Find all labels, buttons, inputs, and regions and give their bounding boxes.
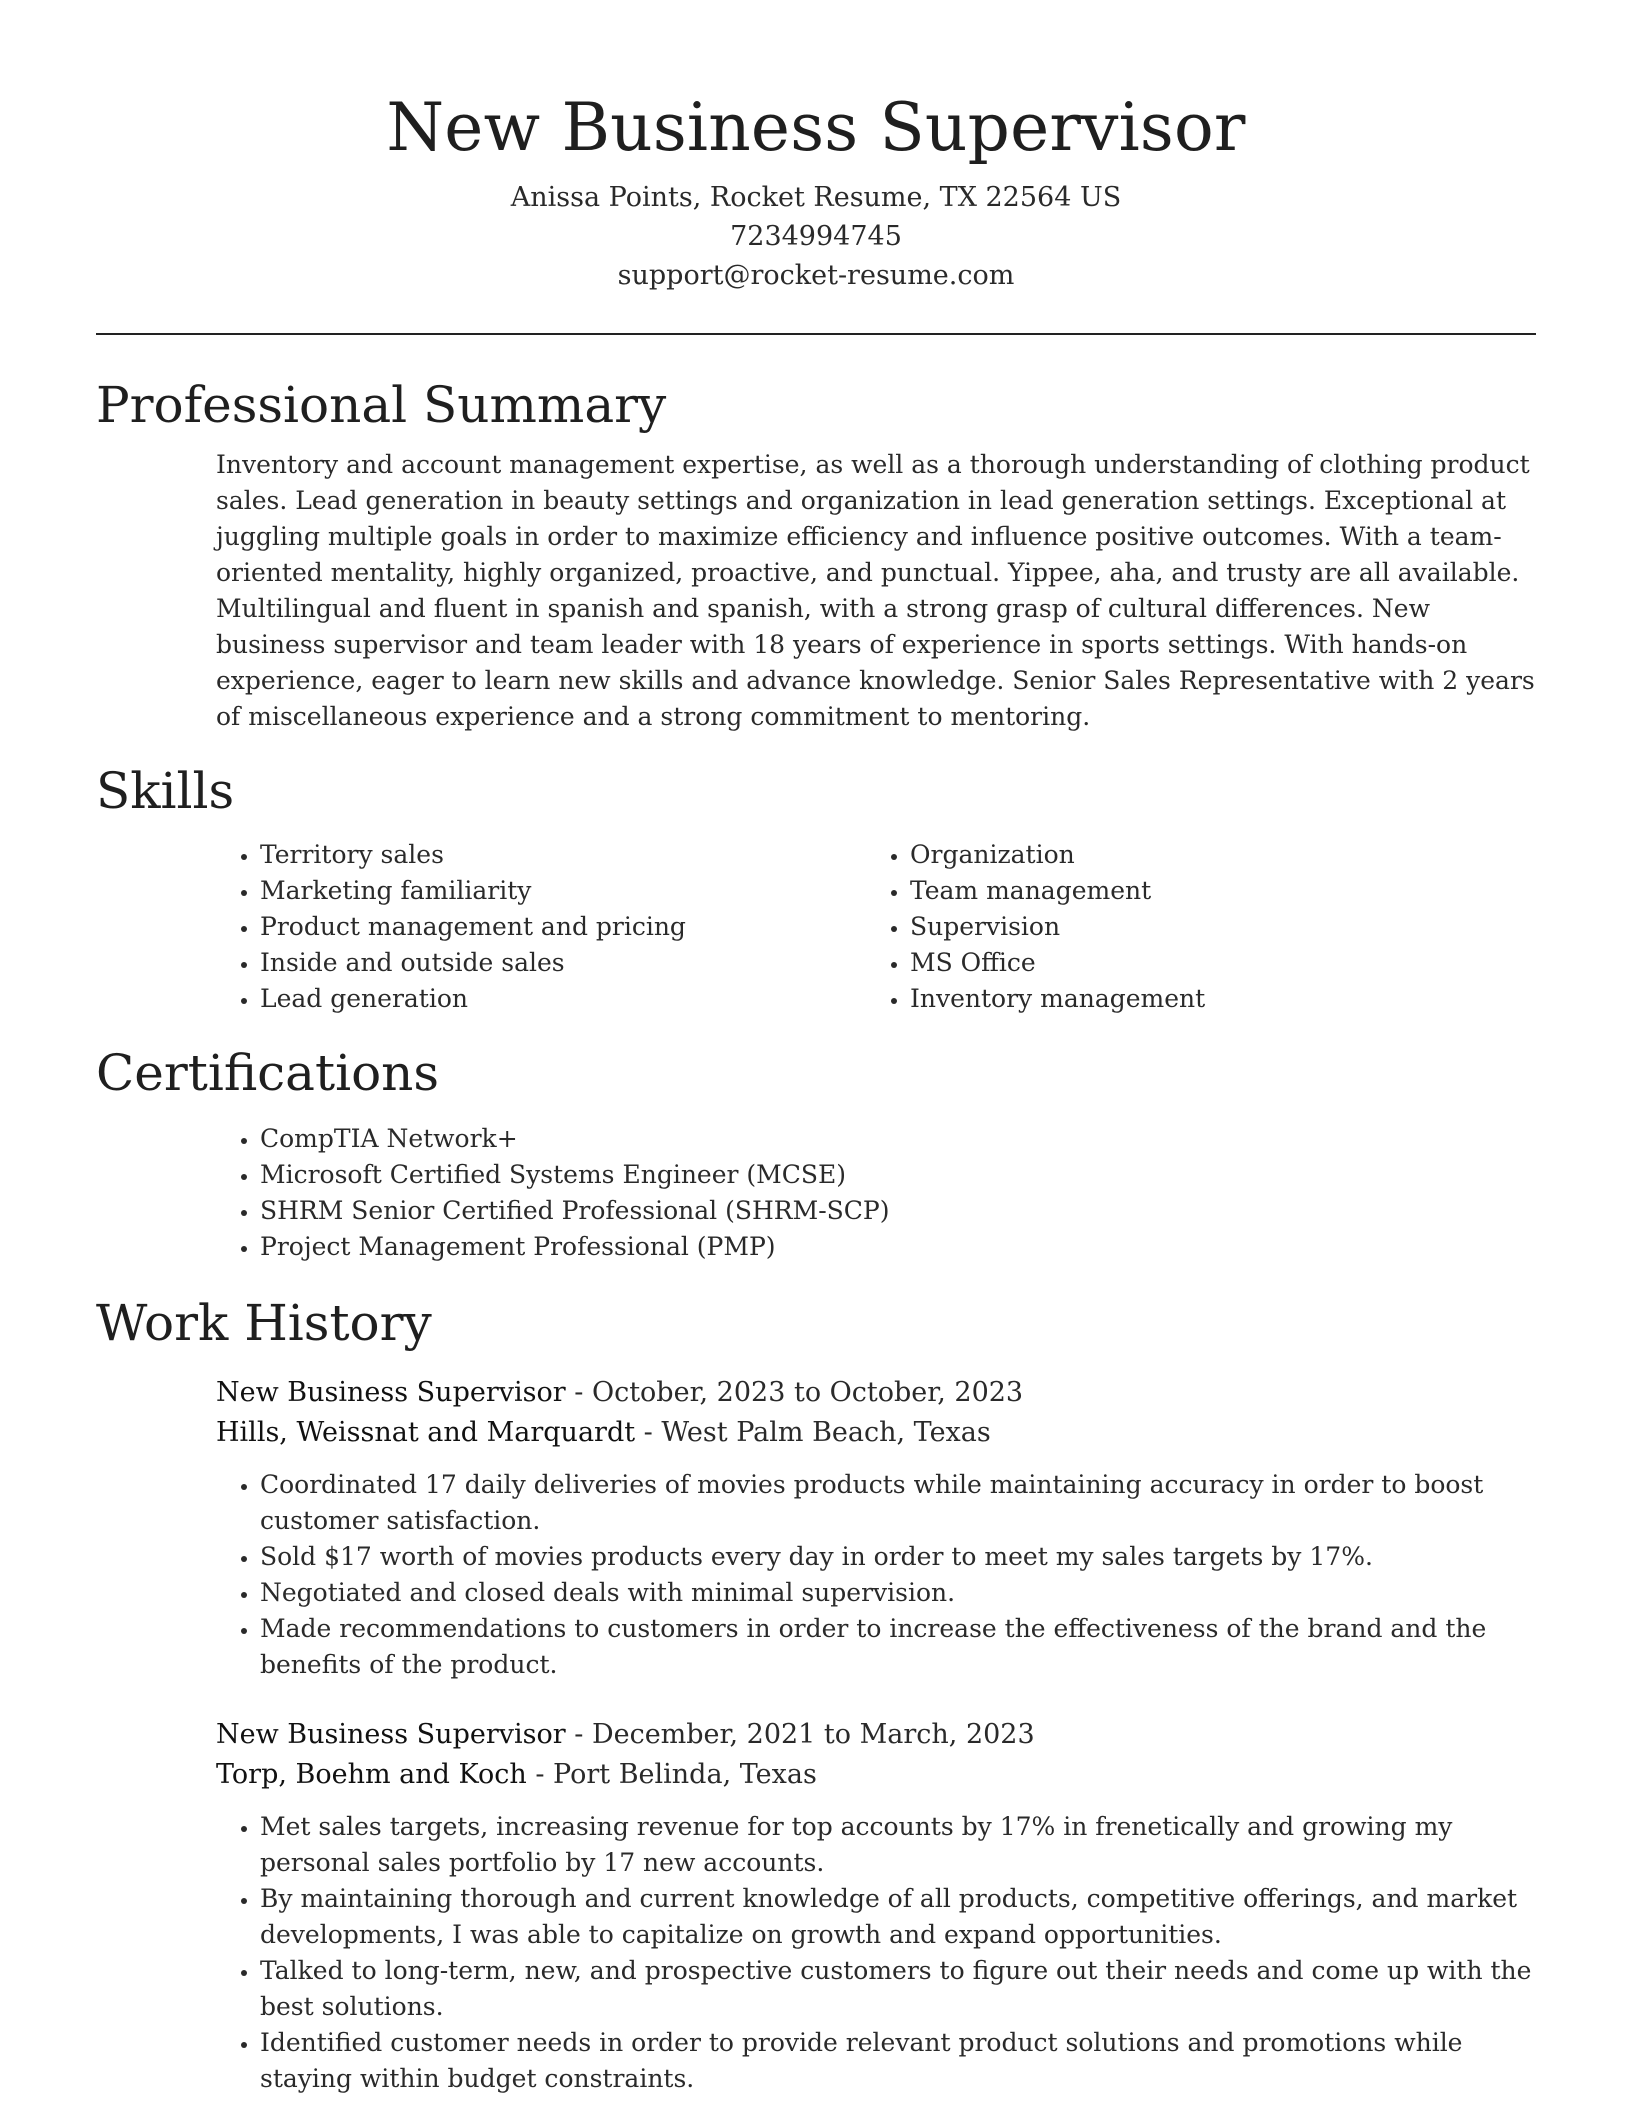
skill-item: • Supervision [910, 909, 1510, 945]
resume-page [96, 0, 1536, 2097]
certifications-heading: Certifications [96, 1044, 440, 1102]
job-entry [216, 1373, 1536, 1683]
job-bullet: • Made recommendations to customers in order to increase the effectiveness of the brand and the benefits of the product. [260, 1611, 1536, 1683]
job-bullet: • By maintaining thorough and current knowledge of all products, competitive offerings, and market developments, I was able to capitalize on growth and expand opportunities. [260, 1881, 1536, 1953]
job-location: - West Palm Beach, Texas [635, 1417, 991, 1448]
header-divider [96, 333, 1536, 335]
skill-item: • Organization [910, 837, 1510, 873]
certifications-list [96, 1121, 1536, 1265]
contact-phone: 7234994745 [730, 221, 902, 252]
job-role: New Business Supervisor [216, 1719, 566, 1750]
work-history-heading: Work History [96, 1294, 432, 1352]
job-bullet: • Met sales targets, increasing revenue for top accounts by 17% in frenetically and growing my personal sales portfolio by 17 new accounts. [260, 1809, 1536, 1881]
certification-item: • Project Management Professional (PMP) [260, 1229, 1536, 1265]
skills-heading: Skills [96, 762, 235, 820]
resume-header [96, 0, 1536, 295]
job-title-line [216, 1715, 1536, 1755]
skill-item: • Team management [910, 873, 1510, 909]
skill-item: • Inventory management [910, 981, 1510, 1017]
certification-item: • SHRM Senior Certified Professional (SHRM-SCP) [260, 1193, 1536, 1229]
job-bullets [216, 1809, 1536, 2097]
job-bullets [216, 1467, 1536, 1683]
job-role: New Business Supervisor [216, 1377, 566, 1408]
contact-block [96, 178, 1536, 295]
job-title-line [216, 1373, 1536, 1413]
contact-address: Anissa Points, Rocket Resume, TX 22564 US [510, 182, 1122, 213]
skill-item: • Territory sales [260, 837, 910, 873]
skill-item: • Product management and pricing [260, 909, 910, 945]
certification-item: • Microsoft Certified Systems Engineer (MCSE) [260, 1157, 1536, 1193]
job-company: Torp, Boehm and Koch [216, 1759, 527, 1790]
skill-item: • Marketing familiarity [260, 873, 910, 909]
skills-column-right [746, 837, 1510, 1017]
skills-grid [96, 837, 1536, 1017]
job-dates: - October, 2023 to October, 2023 [565, 1377, 1024, 1408]
job-location: - Port Belinda, Texas [526, 1759, 817, 1790]
contact-email: support@rocket-resume.com [617, 260, 1015, 291]
job-company-line [216, 1413, 1536, 1453]
job-bullet: • Sold $17 worth of movies products every day in order to meet my sales targets by 17%. [260, 1539, 1536, 1575]
summary-text: Inventory and account management expertise, as well as a thorough understanding of clothing product sales. Lead generation in beauty settings and organization in lead generation settings. Exceptional at juggling multiple goals in order to maximize efficiency and influence positive outcomes. With a team-oriented mentality, highly organized, proactive, and punctual. Yippee, aha, and trusty are all available. Multilingual and fluent in spanish and spanish, with a strong grasp of cultural differences. New business supervisor and team leader with 18 years of experience in sports settings. With hands-on experience, eager to learn new skills and advance knowledge. Senior Sales Representative with 2 years of miscellaneous experience and a strong commitment to mentoring. [216, 450, 1535, 731]
skill-item: • Lead generation [260, 981, 910, 1017]
job-bullet: • Talked to long-term, new, and prospective customers to figure out their needs and come up with the best solutions. [260, 1953, 1536, 2025]
job-company-line [216, 1755, 1536, 1795]
job-dates: - December, 2021 to March, 2023 [565, 1719, 1035, 1750]
job-bullet: • Negotiated and closed deals with minimal supervision. [260, 1575, 1536, 1611]
summary-heading: Professional Summary [96, 376, 667, 434]
resume-name: New Business Supervisor [386, 89, 1246, 166]
certification-item: • CompTIA Network+ [260, 1121, 1536, 1157]
skill-item: • Inside and outside sales [260, 945, 910, 981]
job-bullet: • Identified customer needs in order to provide relevant product solutions and promotions while staying within budget constraints. [260, 2025, 1536, 2097]
job-entry [216, 1715, 1536, 2097]
skill-item: • MS Office [910, 945, 1510, 981]
job-company: Hills, Weissnat and Marquardt [216, 1417, 636, 1448]
job-bullet: • Coordinated 17 daily deliveries of movies products while maintaining accuracy in order to boost customer satisfaction. [260, 1467, 1536, 1539]
